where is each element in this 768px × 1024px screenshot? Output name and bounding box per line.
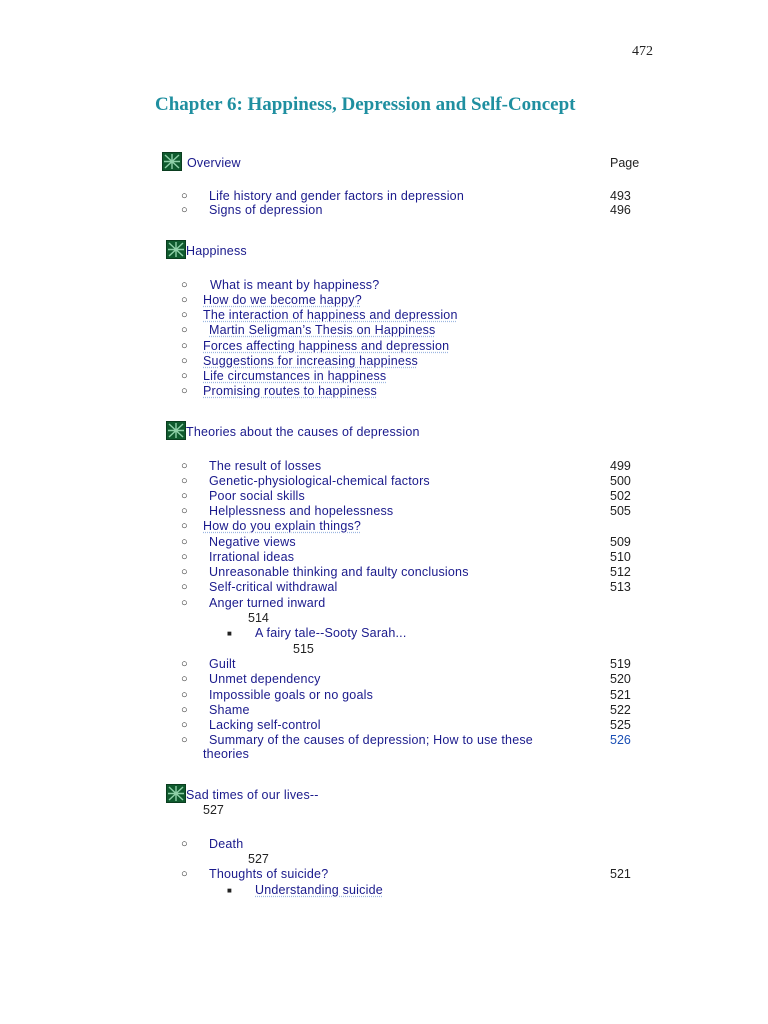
toc-link[interactable]: A fairy tale--Sooty Sarah... [255, 626, 407, 640]
toc-link[interactable]: The result of losses [209, 459, 322, 473]
toc-link[interactable]: Self-critical withdrawal [209, 580, 338, 594]
toc-link[interactable]: How do we become happy? [203, 293, 362, 307]
bullet-icon: ○ [181, 505, 188, 517]
bullet-icon: ○ [181, 520, 188, 532]
toc-link[interactable]: Promising routes to happiness [203, 384, 377, 398]
bullet-icon: ○ [181, 370, 188, 382]
toc-link[interactable]: Life circumstances in happiness [203, 369, 387, 383]
chapter-title: Chapter 6: Happiness, Depression and Self-Concept [155, 94, 576, 115]
bullet-icon: ○ [181, 355, 188, 367]
toc-page: 527 [203, 803, 224, 817]
toc-page: 519 [610, 657, 631, 671]
bullet-icon: ○ [181, 324, 188, 336]
toc-link[interactable]: Suggestions for increasing happiness [203, 354, 418, 368]
section-leaf-icon [166, 240, 186, 259]
toc-link[interactable]: Life history and gender factors in depression [209, 189, 464, 203]
toc-link[interactable]: What is meant by happiness? [210, 278, 380, 292]
square-bullet-icon: ■ [227, 886, 232, 895]
toc-page: 493 [610, 189, 631, 203]
toc-link[interactable]: Thoughts of suicide? [209, 867, 329, 881]
toc-link[interactable]: Anger turned inward [209, 596, 326, 610]
toc-link[interactable]: How do you explain things? [203, 519, 362, 533]
bullet-icon: ○ [181, 385, 188, 397]
toc-page: 525 [610, 718, 631, 732]
toc-link[interactable]: Death [209, 837, 244, 851]
toc-page: 512 [610, 565, 631, 579]
toc-page: 505 [610, 504, 631, 518]
toc-link[interactable]: Summary of the causes of depression; How to use these [209, 733, 533, 747]
bullet-icon: ○ [181, 689, 188, 701]
bullet-icon: ○ [181, 868, 188, 880]
section-overview-link[interactable]: Overview [187, 156, 241, 170]
toc-link[interactable]: Irrational ideas [209, 550, 295, 564]
bullet-icon: ○ [181, 673, 188, 685]
toc-link[interactable]: Signs of depression [209, 203, 323, 217]
toc-link[interactable]: Martin Seligman’s Thesis on Happiness [209, 323, 436, 337]
bullet-icon: ○ [181, 460, 188, 472]
toc-page: 520 [610, 672, 631, 686]
toc-page: 499 [610, 459, 631, 473]
toc-page: 514 [248, 611, 269, 625]
bullet-icon: ○ [181, 475, 188, 487]
toc-page: 527 [248, 852, 269, 866]
section-leaf-icon [162, 152, 182, 171]
bullet-icon: ○ [181, 490, 188, 502]
toc-page: 526 [610, 733, 631, 747]
toc-link[interactable]: Understanding suicide [255, 883, 383, 897]
toc-page: 500 [610, 474, 631, 488]
toc-link[interactable]: Unmet dependency [209, 672, 321, 686]
section-sad-times-link[interactable]: Sad times of our lives-- [186, 788, 319, 802]
bullet-icon: ○ [181, 658, 188, 670]
square-bullet-icon: ■ [227, 629, 232, 638]
section-theories-link[interactable]: Theories about the causes of depression [186, 425, 420, 439]
toc-link[interactable]: The interaction of happiness and depression [203, 308, 458, 322]
toc-page: 509 [610, 535, 631, 549]
toc-link[interactable]: Genetic-physiological-chemical factors [209, 474, 430, 488]
bullet-icon: ○ [181, 566, 188, 578]
page-column-header: Page [610, 156, 640, 170]
section-happiness-link[interactable]: Happiness [186, 244, 247, 258]
bullet-icon: ○ [181, 340, 188, 352]
toc-page: 522 [610, 703, 631, 717]
bullet-icon: ○ [181, 309, 188, 321]
toc-link[interactable]: Helplessness and hopelessness [209, 504, 394, 518]
toc-link[interactable]: Poor social skills [209, 489, 305, 503]
page-number: 472 [632, 44, 653, 59]
toc-page: 496 [610, 203, 631, 217]
toc-page: 515 [293, 642, 314, 656]
toc-page: 513 [610, 580, 631, 594]
bullet-icon: ○ [181, 190, 188, 202]
section-leaf-icon [166, 784, 186, 803]
toc-link-continuation[interactable]: theories [203, 747, 250, 761]
bullet-icon: ○ [181, 734, 188, 746]
toc-page: 521 [610, 867, 631, 881]
bullet-icon: ○ [181, 536, 188, 548]
toc-link[interactable]: Lacking self-control [209, 718, 321, 732]
bullet-icon: ○ [181, 551, 188, 563]
toc-link[interactable]: Impossible goals or no goals [209, 688, 374, 702]
bullet-icon: ○ [181, 597, 188, 609]
toc-page: 510 [610, 550, 631, 564]
toc-link[interactable]: Shame [209, 703, 250, 717]
bullet-icon: ○ [181, 704, 188, 716]
toc-link[interactable]: Forces affecting happiness and depression [203, 339, 450, 353]
toc-link[interactable]: Guilt [209, 657, 236, 671]
bullet-icon: ○ [181, 838, 188, 850]
toc-link[interactable]: Unreasonable thinking and faulty conclusions [209, 565, 469, 579]
bullet-icon: ○ [181, 204, 188, 216]
toc-page: 502 [610, 489, 631, 503]
section-leaf-icon [166, 421, 186, 440]
toc-page: 521 [610, 688, 631, 702]
bullet-icon: ○ [181, 294, 188, 306]
toc-link[interactable]: Negative views [209, 535, 296, 549]
bullet-icon: ○ [181, 279, 188, 291]
bullet-icon: ○ [181, 581, 188, 593]
bullet-icon: ○ [181, 719, 188, 731]
